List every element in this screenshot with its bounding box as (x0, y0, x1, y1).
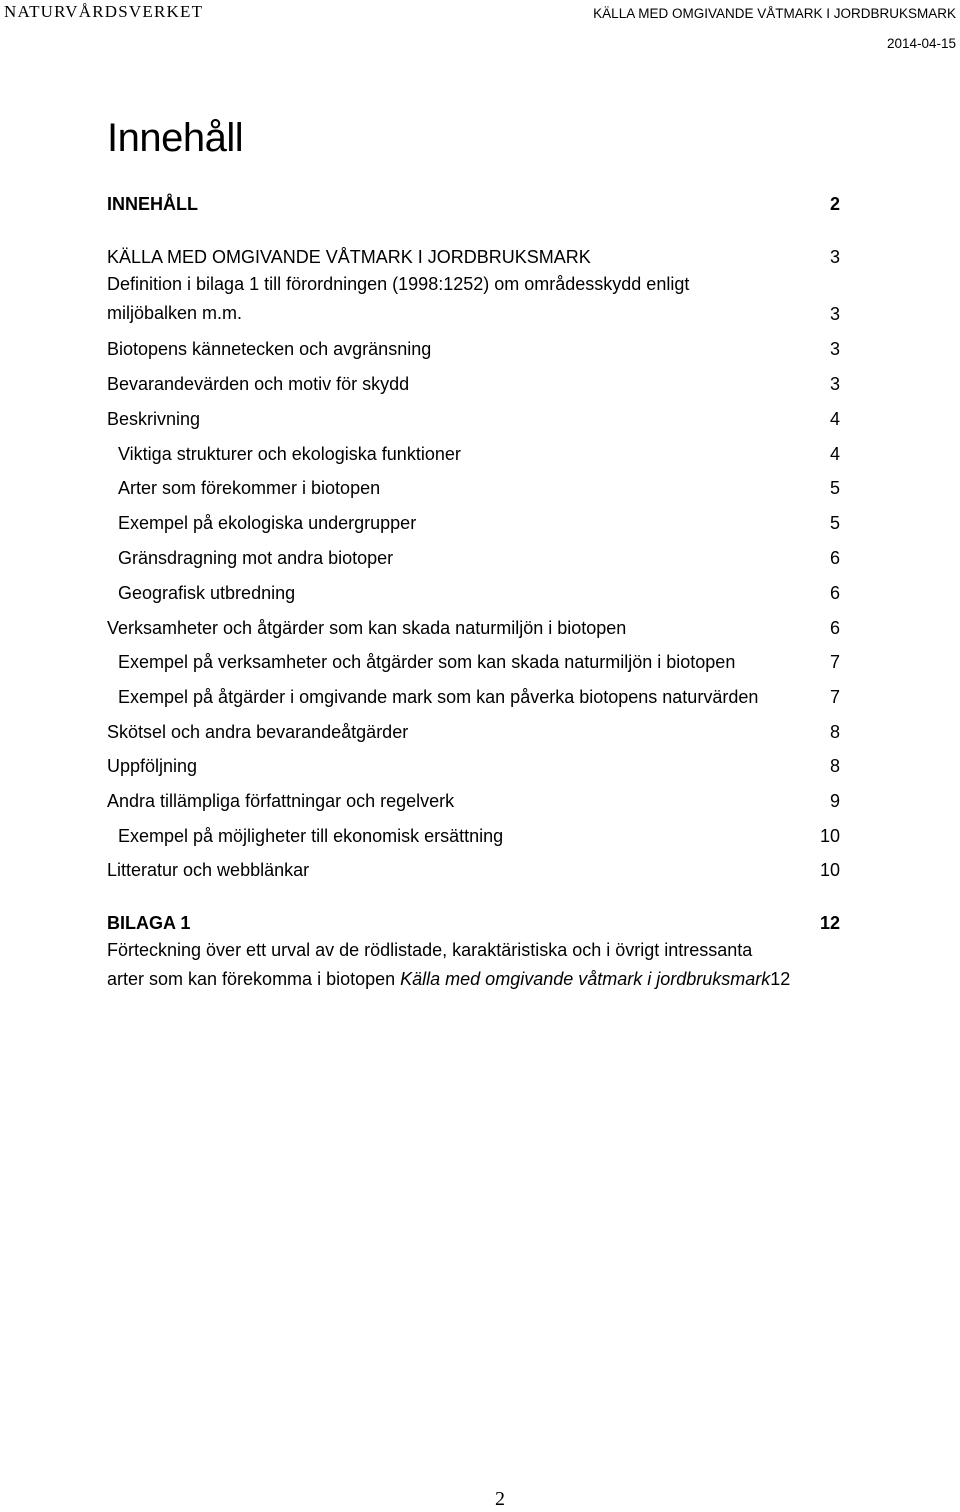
toc-entry-page: 3 (829, 374, 840, 394)
toc-entry-page: 4 (829, 444, 840, 464)
toc-entry-label: Litteratur och webblänkar (107, 860, 310, 880)
toc-entry-label: INNEHÅLL (107, 194, 198, 214)
page-title: Innehåll (107, 116, 244, 160)
toc-entry-page: 3 (829, 339, 840, 359)
toc-entry-label: Exempel på åtgärder i omgivande mark som kan påverka biotopens naturvärden (118, 687, 759, 707)
toc-entry-label: Exempel på verksamheter och åtgärder som kan skada naturmiljön i biotopen (118, 652, 736, 672)
toc-entry-page: 6 (829, 618, 840, 638)
toc-entry-page: 10 (819, 826, 840, 846)
toc-entry-label: Verksamheter och åtgärder som kan skada naturmiljön i biotopen (107, 618, 627, 638)
header-date: 2014-04-15 (886, 36, 956, 51)
toc-entry-forteckning[interactable] (107, 936, 840, 996)
toc-entry-definition[interactable] (107, 270, 840, 330)
toc-entry-label-line-2: miljöbalken m.m. (107, 303, 243, 323)
toc-entry-label: Biotopens kännetecken och avgränsning (107, 339, 432, 359)
toc-entry-label: Geografisk utbredning (118, 583, 296, 603)
toc-entry-label-block (107, 936, 847, 994)
toc-entry-label: Gränsdragning mot andra biotoper (118, 548, 394, 568)
toc-entry-label-italic: Källa med omgivande våtmark i jordbruksmark (400, 969, 771, 989)
toc-entry-page: 8 (829, 722, 840, 742)
toc-entry-label: KÄLLA MED OMGIVANDE VÅTMARK I JORDBRUKSMARK (107, 247, 591, 267)
toc-entry-page: 9 (829, 791, 840, 811)
toc-entry-label: Exempel på möjligheter till ekonomisk ersättning (118, 826, 504, 846)
toc-entry-page: 7 (829, 687, 840, 707)
toc-entry-page: 7 (829, 652, 840, 672)
toc-entry-label: Beskrivning (107, 409, 201, 429)
toc-entry-label-line-1: Definition i bilaga 1 till förordningen (1998:1252) om områdesskydd enligt (107, 274, 690, 294)
toc-entry-label: Bevarandevärden och motiv för skydd (107, 374, 410, 394)
toc-entry-label: Andra tillämpliga författningar och regelverk (107, 791, 455, 811)
toc-entry-label: Skötsel och andra bevarandeåtgärder (107, 722, 409, 742)
toc-entry-label: Arter som förekommer i biotopen (118, 478, 381, 498)
toc-entry-page: 2 (829, 194, 840, 214)
toc-entry-page: 6 (829, 583, 840, 603)
header-org-name: NATURVÅRDSVERKET (4, 2, 204, 21)
toc-entry-page: 5 (829, 478, 840, 498)
header-document-title: KÄLLA MED OMGIVANDE VÅTMARK I JORDBRUKSMARK (593, 6, 956, 21)
toc-entry-page: 10 (819, 860, 840, 880)
toc-entry-label-line-2: arter som kan förekomma i biotopen (107, 969, 401, 989)
toc-entry-label: Exempel på ekologiska undergrupper (118, 513, 417, 533)
toc-entry-page: 12 (819, 913, 840, 933)
toc-entry-page: 4 (829, 409, 840, 429)
toc-entry-label-line-1: Förteckning över ett urval av de rödlistade, karaktäristiska och i övrigt intressanta (107, 940, 753, 960)
toc-entry-label-block (107, 270, 827, 328)
toc-entry-label: BILAGA 1 (107, 913, 191, 933)
toc-entry-page: 5 (829, 513, 840, 533)
toc-entry-page: 6 (829, 548, 840, 568)
toc-entry-page: 3 (829, 304, 840, 324)
toc-entry-page: 12 (770, 969, 791, 989)
toc-entry-label: Viktiga strukturer och ekologiska funktioner (118, 444, 461, 464)
page-number: 2 (495, 1488, 505, 1510)
toc-entry-label: Uppföljning (107, 756, 198, 776)
toc-entry-page: 3 (829, 247, 840, 267)
toc-entry-page: 8 (829, 756, 840, 776)
